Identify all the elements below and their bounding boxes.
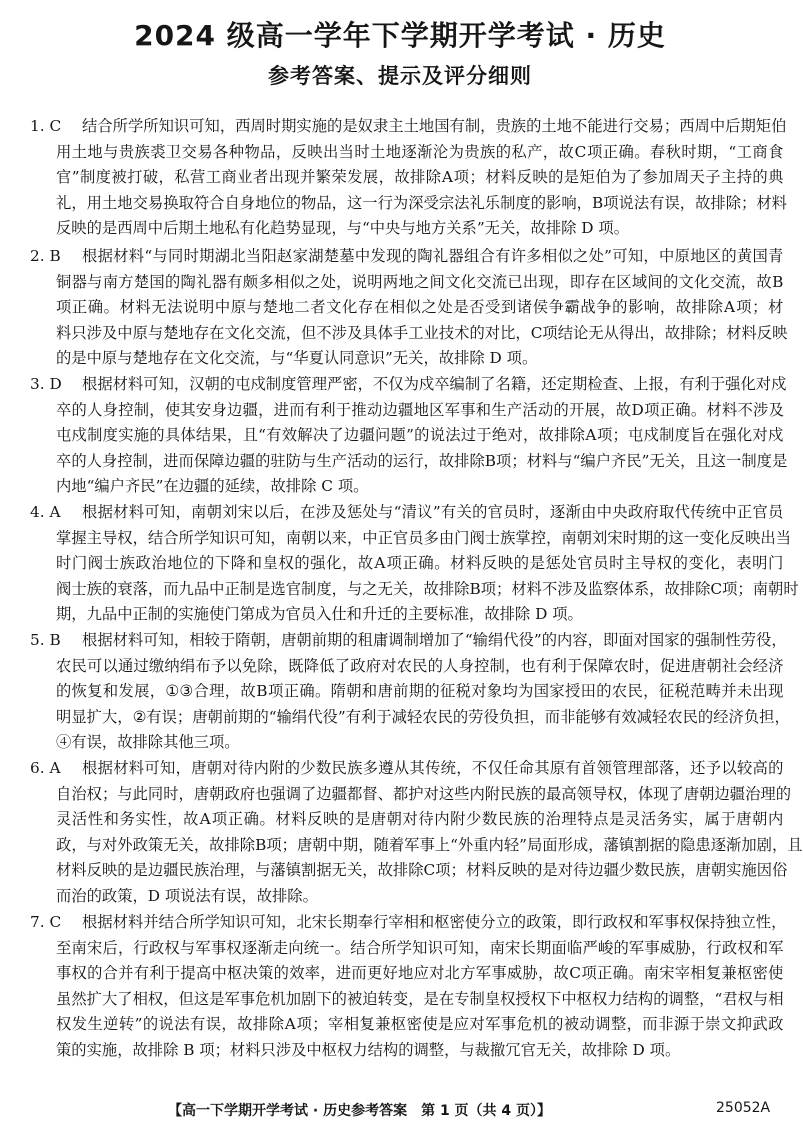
answer-line bbox=[30, 858, 788, 884]
answer-text: 根 据 材 料 可 知 ， 相 较 于 隋 朝 ， 唐 朝 前 期 的 租 庸 调 制 增 加 了 “ 输 绢 代 役 ” 的 内 容 ， 即 面 对 国 家 的 强 制 性 劳 役 ， bbox=[82, 631, 787, 649]
answer-text: 结 合 所 学 所 知 识 可 知 ， 西 周 时 期 实 施 的 是 奴 隶 主 土 地 国 有 制 ， 贵 族 的 土 地 不 能 进 行 交 易 ； 西 周 中 后 期 矩 伯 bbox=[82, 117, 787, 135]
answer-label: 3. D bbox=[30, 375, 62, 393]
answer-line bbox=[30, 884, 784, 910]
answer-line bbox=[30, 244, 784, 270]
answer-line bbox=[30, 654, 784, 680]
answer-text: 至 南 宋 后 ， 行 政 权 与 军 事 权 逐 渐 走 向 统 一 。 结 合 所 学 知 识 可 知 ， 南 宋 长 期 面 临 严 峻 的 军 事 威 胁 ， 行 政 权 和 军 bbox=[56, 938, 784, 957]
answer-line bbox=[30, 782, 791, 808]
answer-text: 反映的是西周中后期土地私有化趋势显现，与“中央与地方关系”无关，故排除 D 项。 bbox=[56, 219, 630, 238]
answer-item bbox=[30, 756, 803, 910]
answer-text: 根 据 材 料 并 结 合 所 学 知 识 可 知 ， 北 宋 长 期 奉 行 宰 相 和 枢 密 使 分 立 的 政 策 ， 即 行 政 权 和 军 事 权 保 持 独 立 性 ， bbox=[82, 913, 787, 931]
answer-line bbox=[30, 833, 803, 859]
answer-line bbox=[30, 398, 784, 424]
answer-item bbox=[30, 910, 787, 1064]
answer-line bbox=[30, 449, 788, 475]
answer-line bbox=[30, 705, 790, 731]
answer-text: 内地“编户齐民”在边疆的延续，故排除 C 项。 bbox=[56, 477, 369, 496]
answer-line bbox=[30, 191, 787, 217]
answer-label: 1. C bbox=[30, 117, 62, 135]
answer-line bbox=[30, 730, 784, 756]
answer-text: 官 ” 制 度 被 打 破 ， 私 营 工 商 业 者 出 现 并 繁 荣 发 展 ， 故 排 除 A 项 ； 材 料 反 映 的 是 矩 伯 为 了 参 加 周 天 子 主 持 的 典 bbox=[56, 168, 784, 187]
answer-label: 6. A bbox=[30, 759, 61, 777]
answer-text: 根 据 材 料 可 知 ， 南 朝 刘 宋 以 后 ， 在 涉 及 惩 处 与 “ 清 议 ” 有 关 的 官 员 时 ， 逐 渐 由 中 央 政 府 取 代 传 统 中 正 官 员 bbox=[82, 503, 784, 521]
answer-text: 时 门 阀 士 族 政 治 地 位 的 下 降 和 皇 权 的 强 化 ， 故 A 项 正 确 。 材 料 反 映 的 是 惩 处 官 员 时 主 导 权 的 变 化 ， 表 明 门 bbox=[56, 554, 784, 573]
answer-line bbox=[30, 270, 784, 296]
document-code: 25052A bbox=[716, 1100, 771, 1116]
answer-text: 根 据 材 料 可 知 ， 汉 朝 的 屯 戍 制 度 管 理 严 密 ， 不 仅 为 戍 卒 编 制 了 名 籍 ， 还 定 期 检 查 、 上 报 ， 有 利 于 强 化 对 戍 bbox=[82, 375, 787, 393]
answer-text: 屯 戍 制 度 实 施 的 具 体 结 果 ， 且 “ 有 效 解 决 了 边 疆 问 题 ” 的 说 法 过 于 绝 对 ， 故 排 除 A 项 ； 屯 戍 制 度 旨 在 强 化 对 戍 bbox=[56, 426, 784, 445]
answer-line bbox=[30, 628, 787, 654]
answer-line bbox=[30, 216, 784, 242]
answer-line bbox=[30, 114, 787, 140]
answer-text: 政 ， 与 对 外 政 策 无 关 ， 故 排 除 B 项 ； 唐 朝 中 期 ， 随 着 军 事 上 “ 外 重 内 轻 ” 局 面 形 成 ， 藩 镇 割 据 的 隐 患 逐 渐 加 剧 ， 且 bbox=[56, 835, 803, 854]
answer-line bbox=[30, 602, 784, 628]
answer-line bbox=[30, 346, 784, 372]
answer-line bbox=[30, 961, 784, 987]
answer-line bbox=[30, 679, 784, 705]
page-title: 2024 级高一学年下学期开学考试 · 历史 bbox=[134, 19, 666, 52]
answer-text: 的是中原与楚地存在文化交流，与“华夏认同意识”无关，故排除 D 项。 bbox=[56, 349, 538, 368]
answer-line bbox=[30, 372, 787, 398]
answer-text: 铜 器 与 南 方 楚 国 的 陶 礼 器 有 颇 多 相 似 之 处 ， 说 明 两 地 之 间 文 化 交 流 已 出 现 ， 即 存 在 区 域 间 的 文 化 交 流 ， 故 B bbox=[56, 272, 784, 291]
answer-text: 根 据 材 料 可 知 ， 唐 朝 对 待 内 附 的 少 数 民 族 多 遵 从 其 传 统 ， 不 仅 任 命 其 原 有 首 领 管 理 部 落 ， 还 予 以 较 高 的 bbox=[82, 759, 784, 777]
answer-line bbox=[30, 474, 784, 500]
answer-line bbox=[30, 140, 784, 166]
answer-item bbox=[30, 372, 788, 500]
answer-text: 的 恢 复 和 发 展 ， ① ③ 合 理 ， 故 B 项 正 确 。 隋 朝 和 唐 前 期 的 征 税 对 象 均 为 国 家 授 田 的 农 民 ， 征 税 范 畴 并 未 出 现 bbox=[56, 682, 784, 701]
answer-text: 用 土 地 与 贵 族 裘 卫 交 易 各 种 物 品 ， 反 映 出 当 时 土 地 逐 渐 沦 为 贵 族 的 私 产 ， 故 C 项 正 确 。 春 秋 时 期 ， “ 工 商 食 bbox=[56, 142, 784, 161]
answer-line bbox=[30, 1012, 784, 1038]
answer-text: 根 据 材 料 “ 与 同 时 期 湖 北 当 阳 赵 家 湖 楚 墓 中 发 现 的 陶 礼 器 组 合 有 许 多 相 似 之 处 ” 可 知 ， 中 原 地 区 的 黄 国 青 bbox=[82, 247, 784, 265]
answer-label: 7. C bbox=[30, 913, 62, 931]
answer-line bbox=[30, 756, 784, 782]
answer-text: 灵 活 性 和 务 实 性 ， 故 A 项 正 确 。 材 料 反 映 的 是 唐 朝 对 待 内 附 少 数 民 族 的 治 理 特 点 是 灵 活 务 实 ， 属 于 唐 朝 内 bbox=[56, 810, 784, 829]
answer-text: 阀 士 族 的 衰 落 ， 而 九 品 中 正 制 是 选 官 制 度 ， 与 之 无 关 ， 故 排 除 B 项 ； 材 料 不 涉 及 监 察 体 系 ， 故 排 除 C 项 ； 南 朝 时 bbox=[56, 579, 799, 598]
page-footer bbox=[0, 1100, 800, 1124]
answer-line bbox=[30, 1038, 784, 1064]
answer-item bbox=[30, 244, 788, 372]
answer-line bbox=[30, 936, 784, 962]
answer-text: 农 民 可 以 通 过 缴 纳 绢 布 予 以 免 除 ， 既 降 低 了 政 府 对 农 民 的 人 身 控 制 ， 也 有 利 于 保 障 农 时 ， 促 进 唐 朝 社 会 经 济 bbox=[56, 656, 784, 675]
answer-line bbox=[30, 295, 784, 321]
answer-text: 而治的政策，D 项说法有误，故排除。 bbox=[56, 886, 318, 905]
answer-text: 卒 的 人 身 控 制 ， 进 而 保 障 边 疆 的 驻 防 与 生 产 活 动 的 运 行 ， 故 排 除 B 项 ； 材 料 与 “ 编 户 齐 民 ” 无 关 ， 且 这 一 制 度 是 bbox=[56, 451, 788, 470]
answer-text: 卒 的 人 身 控 制 ， 使 其 安 身 边 疆 ， 进 而 有 利 于 推 动 边 疆 地 区 军 事 和 生 产 活 动 的 开 展 ， 故 D 项 正 确 。 材 料 不 涉 及 bbox=[56, 400, 784, 419]
answer-line bbox=[30, 807, 784, 833]
answer-text: 掌 握 主 导 权 ， 结 合 所 学 知 识 可 知 ， 南 朝 以 来 ， 中 正 官 员 多 由 门 阀 士 族 掌 控 ， 南 朝 刘 宋 时 期 的 这 一 变 化 反 映 出 当 bbox=[56, 528, 791, 547]
answer-item bbox=[30, 500, 799, 628]
answer-text: 材 料 反 映 的 是 边 疆 民 族 治 理 ， 与 藩 镇 割 据 无 关 ， 故 排 除 C 项 ； 材 料 反 映 的 是 对 待 边 疆 少 数 民 族 ， 唐 朝 实 施 因 俗 bbox=[56, 861, 788, 880]
answer-line bbox=[30, 500, 784, 526]
answer-label: 2. B bbox=[30, 247, 61, 265]
answer-text: 权 发 生 逆 转 ” 的 说 法 有 误 ， 故 排 除 A 项 ； 宰 相 复 兼 枢 密 使 是 应 对 军 事 危 机 的 被 动 调 整 ， 而 非 源 于 崇 文 抑 武 政 bbox=[56, 1015, 784, 1034]
answer-text: 项 正 确 。 材 料 无 法 说 明 中 原 与 楚 地 二 者 文 化 存 在 相 似 之 处 是 否 受 到 诸 侯 争 霸 战 争 的 影 响 ， 故 排 除 A 项 ； 材 bbox=[56, 298, 784, 317]
answer-item bbox=[30, 114, 787, 242]
answer-text: 自 治 权 ； 与 此 同 时 ， 唐 朝 政 府 也 强 调 了 边 疆 都 督 、 都 护 对 这 些 内 附 民 族 的 最 高 领 导 权 ， 体 现 了 唐 朝 边 疆 治 理 的 bbox=[56, 784, 791, 803]
answer-line bbox=[30, 526, 791, 552]
answer-text: 礼 ， 用 土 地 交 易 换 取 符 合 自 身 地 位 的 物 品 ， 这 一 行 为 深 受 宗 法 礼 乐 制 度 的 影 响 ， B 项 说 法 有 误 ， 故 排 除 ； 材 料 bbox=[56, 193, 787, 212]
answer-text: 期，九品中正制的实施使门第成为官员入仕和升迁的主要标准，故排除 D 项。 bbox=[56, 605, 583, 624]
answer-line bbox=[30, 577, 799, 603]
answer-text: ④有误，故排除其他三项。 bbox=[56, 733, 240, 752]
answer-line bbox=[30, 423, 784, 449]
answer-label: 5. B bbox=[30, 631, 61, 649]
answer-label: 4. A bbox=[30, 503, 61, 521]
answer-line bbox=[30, 551, 784, 577]
answer-line bbox=[30, 165, 784, 191]
answer-item bbox=[30, 628, 790, 756]
answer-text: 明 显 扩 大 ， ② 有 误 ； 唐 朝 前 期 的 “ 输 绢 代 役 ” 有 利 于 减 轻 农 民 的 劳 役 负 担 ， 而 非 能 够 有 效 减 轻 农 民 的 经 济 负 担 ， bbox=[56, 707, 790, 726]
footer-text: 【高一下学期开学考试 · 历史参考答案 第 1 页（共 4 页）】 bbox=[168, 1103, 552, 1119]
answer-text: 料 只 涉 及 中 原 与 楚 地 存 在 文 化 交 流 ， 但 不 涉 及 具 体 手 工 业 技 术 的 对 比 ， C 项 结 论 无 从 得 出 ， 故 排 除 ； 材 料 反 映 bbox=[56, 323, 788, 342]
answer-line bbox=[30, 321, 788, 347]
answer-text: 策的实施，故排除 B 项；材料只涉及中枢权力结构的调整，与裁撤冗官无关，故排除 D 项。 bbox=[56, 1040, 681, 1059]
answer-text: 虽 然 扩 大 了 相 权 ， 但 这 是 军 事 危 机 加 剧 下 的 被 迫 转 变 ， 是 在 专 制 皇 权 授 权 下 中 枢 权 力 结 构 的 调 整 ， “ 君 权 与 相 bbox=[56, 989, 784, 1008]
answer-text: 事 权 的 合 并 有 利 于 提 高 中 枢 决 策 的 效 率 ， 进 而 更 好 地 应 对 北 方 军 事 威 胁 ， 故 C 项 正 确 。 南 宋 宰 相 复 兼 枢 密 使 bbox=[56, 964, 784, 983]
page-subtitle: 参考答案、提示及评分细则 bbox=[268, 64, 532, 88]
answer-line bbox=[30, 910, 787, 936]
answer-line bbox=[30, 987, 784, 1013]
